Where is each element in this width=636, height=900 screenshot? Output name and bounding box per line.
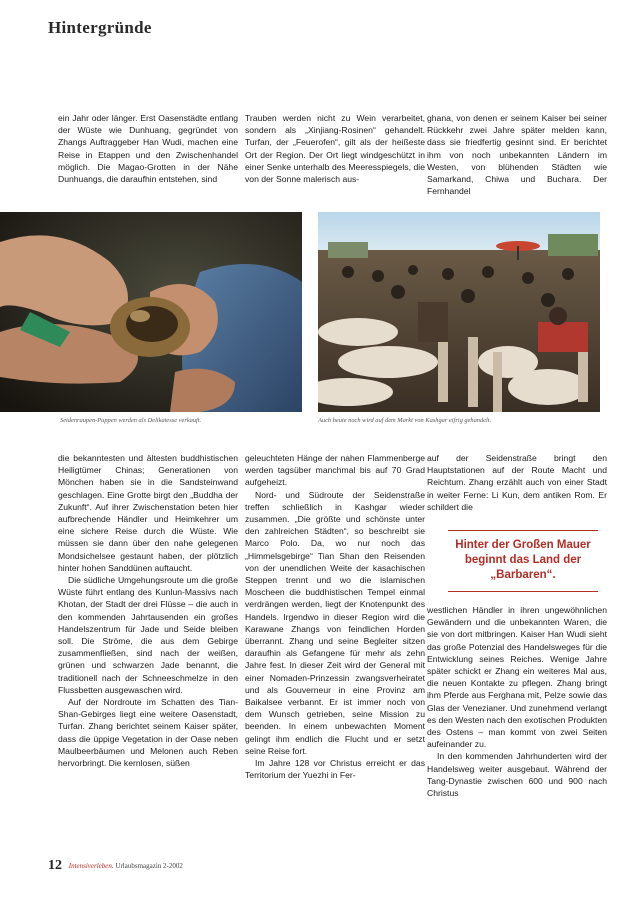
paragraph: geleuchteten Hänge der nahen Flammenberge werden tagsüber manchmal bis auf 70 Grad aufgeheizt. (245, 453, 425, 488)
bottom-column-2 (245, 452, 425, 781)
photo-kashgar-market-image (318, 212, 600, 412)
paragraph: ghana, von denen er seinem Kaiser bei seiner Rückkehr zwei Jahre später melden kann, dass sie friedfertig gesinnt sind. Er berichtet ihm von noch unbekannten Ländern im Westen, von blühenden Städten wie Samarkand, Chiwa und Buchara. Der Fernhandel (427, 113, 607, 197)
bottom-column-1 (58, 452, 238, 769)
top-column-2 (245, 112, 425, 185)
photo-caption-right: Auch heute noch wird auf dem Markt von Kashgar eifrig gehandelt. (318, 417, 492, 424)
top-column-1 (58, 112, 238, 185)
page-footer (48, 858, 183, 874)
magazine-brand: Intensiverleben. (68, 862, 114, 870)
issue-label: Urlaubsmagazin 2-2002 (115, 862, 183, 870)
bottom-column-3-top (427, 452, 607, 513)
paragraph: Nord- und Südroute der Seidenstraße treffen schließlich in Kashgar wieder zusammen. „Die größte und schönste unter den zahlreichen Städten“, so beschreibt sie Marco Polo. Da, wo nur noch das „Himmelsgebirge“ Tian Shan den Reisenden von der unendlichen Weite der kasachischen Steppen trennt und wo die islamischen Moscheen die buddhistischen Tempel einmal verdrängen werden, liegt der Knotenpunkt des Handels. Irgendwo in dieser Region wird die Karawane Zhangs von feindlichen Horden überrannt. Zhang und seine Begleiter sitzen daraufhin als Gefangene für mehr als zehn Jahre fest. In dieser Zeit wird der General mit einer Nomaden-Prinzessin zwangsverheiratet und als Gouverneur in eine Provinz am Baikalsee verbannt. Er ist immer noch von dem Wunsch getrieben, seine Mission zu beenden. In einem unbewachten Moment gelingt ihm endlich die Flucht und er setzt seine Reise fort. (245, 489, 425, 756)
section-header: Hintergründe (48, 18, 152, 37)
top-column-3 (427, 112, 607, 197)
pull-quote: Hinter der Großen Mauer beginnt das Land der „Barbaren“. (448, 530, 598, 592)
paragraph: Im Jahre 128 vor Christus erreicht er das Territorium der Yuezhi in Fer- (245, 758, 425, 781)
paragraph: Trauben werden nicht zu Wein verarbeitet, sondern als „Xinjiang-Rosinen“ gehandelt. Turfan, der „Feuerofen“, gilt als der heißeste Ort der Region. Der Ort liegt windgeschützt in einer Senke unterhalb des Meeresspiegels, die von der Sonne malerisch aus- (245, 113, 425, 185)
page-number: 12 (48, 858, 62, 873)
bottom-column-3-bottom (427, 604, 607, 799)
photo-kashgar-market (318, 212, 600, 412)
paragraph: Auf der Nordroute im Schatten des Tian-Shan-Gebirges liegt eine weitere Oasenstadt, Turfan. Zhang berichtet seinem Kaiser später, dass die üppige Vegetation in der Oase neben Maulbeerbäumen und Melonen auch Reben hervorbringt. Die kernlosen, süßen (58, 697, 238, 769)
paragraph: Die südliche Umgehungsroute um die große Wüste führt entlang des Kunlun-Massivs nach Khotan, der Stadt der drei Flüsse – die auch in den kommenden Jahrtausenden ein großes Handelszentrum für Jade und Seide bleiben soll. Die Ströme, die aus dem Gebirge zusammenfließen, sind nach der weißen, grünen und schwarzen Jade benannt, die traditionell nach der Schneeschmelze in den Flussbetten ausgewaschen wird. (58, 575, 238, 695)
photo-silkworm-pupae-image (0, 212, 302, 412)
paragraph: westlichen Händler in ihren ungewöhnlichen Gewändern und die unbekannten Waren, die sie von dort mitbringen. Kaiser Han Wudi sieht das große Potenzial des Handelsweges für die Entwicklung seines Reiches. Wenige Jahre später schickt er Zhang ein weiteres Mal aus, die neuen Kontakte zu pflegen. Zhang bringt ihm Pferde aus Ferghana mit, Pelze sowie das Glas der Venezianer. Und zunehmend verlangt es den Westen nach den exotischen Produkten des Ostens – man kommt von zwei Seiten aufeinander zu. (427, 605, 607, 750)
photo-silkworm-pupae (0, 212, 302, 412)
paragraph: In den kommenden Jahrhunderten wird der Handelsweg weiter ausgebaut. Während der Tang-Dynastie zwischen 600 und 900 nach Christus (427, 751, 607, 799)
paragraph: ein Jahr oder länger. Erst Oasenstädte entlang der Wüste wie Dunhuang, gegründet von Zhangs Auftraggeber Han Wudi, machen eine Reise in Etappen und den Zwischenhandel möglich. Die Magao-Grotten in der Nähe Dunhuangs, die daraufhin entstehen, sind (58, 113, 238, 185)
paragraph: auf der Seidenstraße bringt den Hauptstationen auf der Route Macht und Reichtum. Zhang erzählt auch von einer Stadt in weiter Ferne: Li Kun, dem antiken Rom. Er schildert die (427, 453, 607, 512)
paragraph: die bekanntesten und ältesten buddhistischen Heiligtümer Chinas; Generationen von Mönchen haben sie in die Sandsteinwand geschlagen. Eine Grotte birgt den „Buddha der Zukunft“. Auf ihrer Zwischenstation beten hier aufbrechende Händler und Heimkehrer um eine sichere Reise durch die Wüste. Wie müssen sie dann über den nahe gelegenen Mondsichelsee gestaunt haben, der plötzlich hinter hohen Sanddünen auftaucht. (58, 453, 238, 573)
photo-caption-left: Seidenraupen-Puppen werden als Delikatesse verkauft. (60, 417, 202, 424)
